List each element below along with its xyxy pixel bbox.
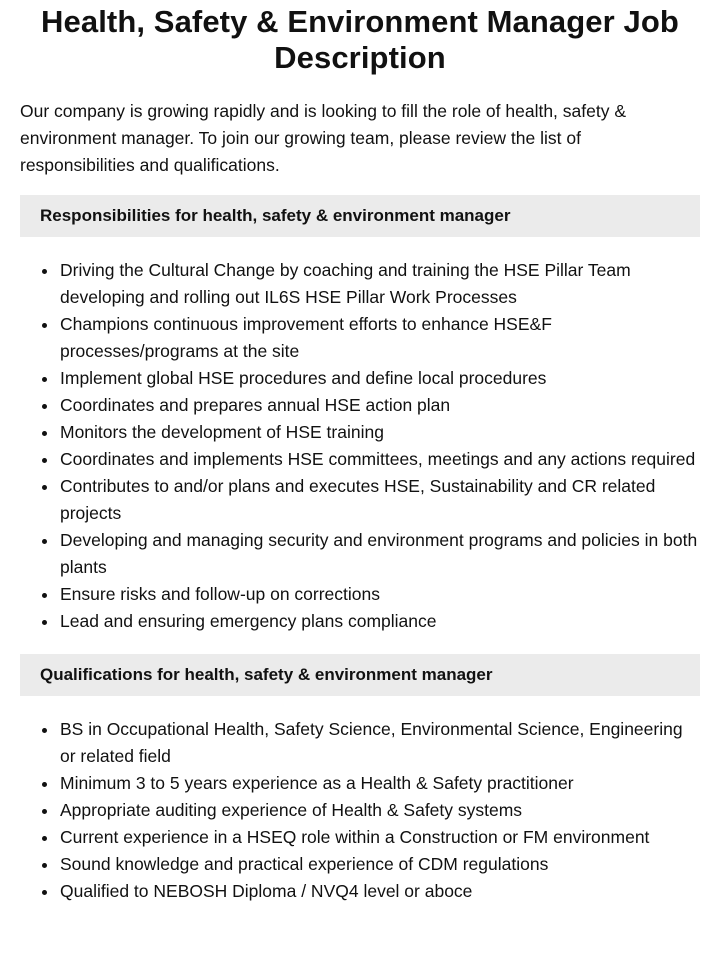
list-item: Qualified to NEBOSH Diploma / NVQ4 level or aboce (60, 878, 700, 905)
list-item: Sound knowledge and practical experience of CDM regulations (60, 851, 700, 878)
list-item: BS in Occupational Health, Safety Science, Environmental Science, Engineering or related field (60, 716, 700, 770)
job-description-page (0, 4, 720, 961)
list-item: Implement global HSE procedures and define local procedures (60, 365, 700, 392)
list-item: Contributes to and/or plans and executes HSE, Sustainability and CR related projects (60, 473, 700, 527)
list-item: Coordinates and prepares annual HSE action plan (60, 392, 700, 419)
list-item: Minimum 3 to 5 years experience as a Health & Safety practitioner (60, 770, 700, 797)
responsibilities-heading: Responsibilities for health, safety & environment manager (20, 195, 700, 237)
responsibilities-list (20, 257, 700, 635)
list-item: Lead and ensuring emergency plans compliance (60, 608, 700, 635)
list-item: Coordinates and implements HSE committees, meetings and any actions required (60, 446, 700, 473)
qualifications-heading: Qualifications for health, safety & environment manager (20, 654, 700, 696)
list-item: Current experience in a HSEQ role within a Construction or FM environment (60, 824, 700, 851)
list-item: Appropriate auditing experience of Health & Safety systems (60, 797, 700, 824)
list-item: Champions continuous improvement efforts to enhance HSE&F processes/programs at the site (60, 311, 700, 365)
intro-paragraph: Our company is growing rapidly and is looking to fill the role of health, safety & environment manager. To join our growing team, please review the list of responsibilities and qualifications. (20, 101, 627, 175)
qualifications-list (20, 716, 700, 905)
list-item: Driving the Cultural Change by coaching and training the HSE Pillar Team developing and rolling out IL6S HSE Pillar Work Processes (60, 257, 700, 311)
page-title: Health, Safety & Environment Manager Job Description (41, 4, 679, 75)
list-item: Ensure risks and follow-up on corrections (60, 581, 700, 608)
list-item: Developing and managing security and environment programs and policies in both plants (60, 527, 700, 581)
list-item: Monitors the development of HSE training (60, 419, 700, 446)
